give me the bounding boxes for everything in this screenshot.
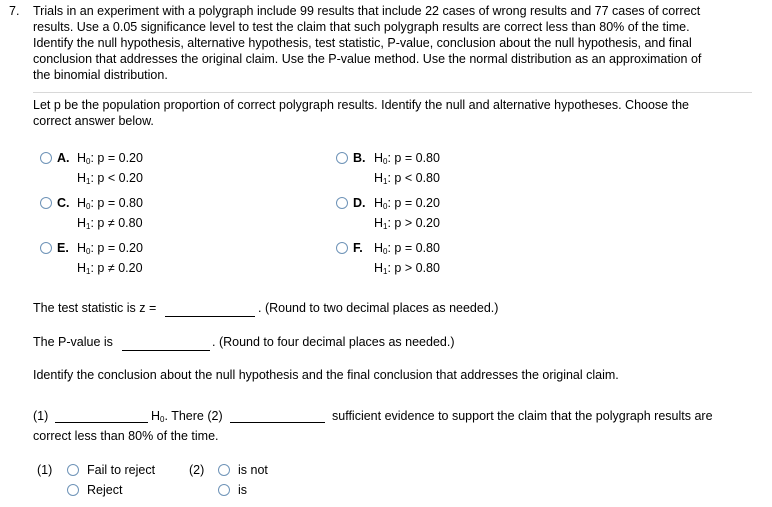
option-e-h0: $H_0$: p = 0.20 <box>77 241 143 256</box>
question-text-line: the binomial distribution. <box>33 68 168 82</box>
hypotheses-prompt: correct answer below. <box>33 114 154 128</box>
option-f-letter: F. <box>353 241 363 255</box>
option-f-h0: $H_0$: p = 0.80 <box>374 241 440 256</box>
option-f-h1: $H_1$: p > 0.80 <box>374 261 440 276</box>
choices1-label: (1) <box>37 463 53 477</box>
option-a-letter: A. <box>57 151 70 165</box>
is-radio[interactable] <box>218 484 230 496</box>
question-text-line: conclusion that addresses the original claim. Use the P-value method. Use the normal distribution as an approximation of <box>33 52 702 66</box>
option-b-h1: $H_1$: p < 0.80 <box>374 171 440 186</box>
option-d-h0: $H_0$: p = 0.20 <box>374 196 440 211</box>
p-value-label: The P-value is <box>33 335 113 349</box>
is-label[interactable]: is <box>238 483 248 497</box>
blank1-label: (1) <box>33 409 49 423</box>
blank2-dropdown[interactable] <box>230 422 325 423</box>
conclusion-end-text: sufficient evidence to support the claim that the polygraph results are <box>332 409 713 423</box>
option-d-letter: D. <box>353 196 366 210</box>
option-b-letter: B. <box>353 151 366 165</box>
conclusion-line2: correct less than 80% of the time. <box>33 429 219 443</box>
option-d-h1: $H_1$: p > 0.20 <box>374 216 440 231</box>
option-e-radio[interactable] <box>40 242 52 254</box>
fail-to-reject-radio[interactable] <box>67 464 79 476</box>
choices2-label: (2) <box>189 463 205 477</box>
question-number: 7. <box>9 4 20 18</box>
option-e-letter: E. <box>57 241 69 255</box>
reject-radio[interactable] <box>67 484 79 496</box>
question-text-line: Identify the null hypothesis, alternative hypothesis, test statistic, P-value, conclusion about the null hypothesis, and final <box>33 36 692 50</box>
is-not-label[interactable]: is not <box>238 463 268 477</box>
conclusion-prompt: Identify the conclusion about the null hypothesis and the final conclusion that addresses the original claim. <box>33 368 619 382</box>
test-statistic-note: . (Round to two decimal places as needed.) <box>258 301 499 315</box>
question-text-line: Trials in an experiment with a polygraph include 99 results that include 22 cases of wrong results and 77 cases of correct <box>33 4 701 18</box>
option-c-radio[interactable] <box>40 197 52 209</box>
test-statistic-input[interactable] <box>165 316 255 317</box>
hypotheses-prompt: Let p be the population proportion of correct polygraph results. Identify the null and alternative hypotheses. Choose the <box>33 98 689 112</box>
option-c-h1: $H_1$: p ≠ 0.80 <box>77 216 143 231</box>
option-a-h1: $H_1$: p < 0.20 <box>77 171 143 186</box>
question-text-line: results. Use a 0.05 significance level to test the claim that such polygraph results are correct less than 80% of the time. <box>33 20 690 34</box>
option-d-radio[interactable] <box>336 197 348 209</box>
p-value-input[interactable] <box>122 350 210 351</box>
test-statistic-label: The test statistic is z = <box>33 301 157 315</box>
option-a-radio[interactable] <box>40 152 52 164</box>
option-a-h0: $H_0$: p = 0.20 <box>77 151 143 166</box>
option-c-h0: $H_0$: p = 0.80 <box>77 196 143 211</box>
conclusion-h0: $H_0$. There (2) <box>151 409 223 424</box>
option-b-radio[interactable] <box>336 152 348 164</box>
p-value-note: . (Round to four decimal places as needed.) <box>212 335 455 349</box>
option-c-letter: C. <box>57 196 70 210</box>
option-f-radio[interactable] <box>336 242 348 254</box>
reject-label[interactable]: Reject <box>87 483 123 497</box>
option-b-h0: $H_0$: p = 0.80 <box>374 151 440 166</box>
divider <box>33 92 752 93</box>
blank1-dropdown[interactable] <box>55 422 148 423</box>
option-e-h1: $H_1$: p ≠ 0.20 <box>77 261 143 276</box>
is-not-radio[interactable] <box>218 464 230 476</box>
fail-to-reject-label[interactable]: Fail to reject <box>87 463 156 477</box>
